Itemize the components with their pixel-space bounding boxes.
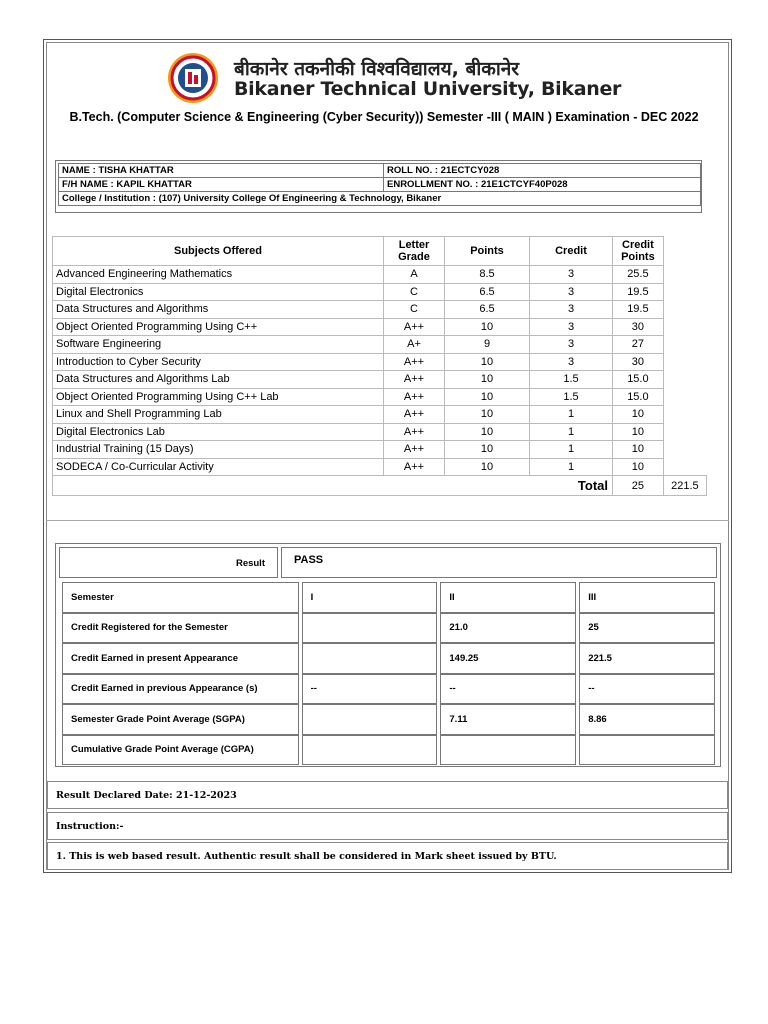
semester-cell-sem-ii: [440, 735, 576, 766]
cell-credit: 1: [530, 441, 613, 459]
table-row: [62, 674, 715, 705]
cell-points: 10: [445, 371, 530, 389]
cell-points: 10: [445, 388, 530, 406]
cell-subject: Introduction to Cyber Security: [53, 353, 384, 371]
cell-credit: 3: [530, 301, 613, 319]
cell-subject: Data Structures and Algorithms: [53, 301, 384, 319]
cell-letter-grade: A++: [384, 318, 445, 336]
cell-letter-grade: A++: [384, 441, 445, 459]
instruction-heading: Instruction:-: [47, 812, 728, 840]
cell-subject: Data Structures and Algorithms Lab: [53, 371, 384, 389]
semester-cell-sem-iii: 8.86: [579, 704, 715, 735]
cell-credit-points: 27: [613, 336, 664, 354]
cell-letter-grade: A++: [384, 371, 445, 389]
header-points: Points: [445, 237, 530, 266]
cell-credit-points: 19.5: [613, 301, 664, 319]
cell-credit-points: 30: [613, 353, 664, 371]
semester-cell-sem-ii: 149.25: [440, 643, 576, 674]
exam-title: B.Tech. (Computer Science & Engineering (Cyber Security)) Semester -III ( MAIN ) Examination - DEC 2022: [69, 110, 699, 124]
table-row: [53, 353, 707, 371]
semester-cell-label: Credit Registered for the Semester: [62, 613, 299, 644]
cell-points: 10: [445, 318, 530, 336]
father-name: F/H NAME : KAPIL KHATTAR: [59, 178, 384, 192]
table-row: [53, 458, 707, 476]
semester-cell-label: Credit Earned in previous Appearance (s): [62, 674, 299, 705]
cell-credit: 3: [530, 318, 613, 336]
cell-credit-points: 30: [613, 318, 664, 336]
semester-cell-label: Semester: [62, 582, 299, 613]
cell-letter-grade: A++: [384, 423, 445, 441]
cell-credit-points: 25.5: [613, 266, 664, 284]
cell-subject: Advanced Engineering Mathematics: [53, 266, 384, 284]
table-row: [62, 643, 715, 674]
result-value: PASS: [281, 547, 717, 578]
cell-credit-points: 10: [613, 458, 664, 476]
cell-points: 8.5: [445, 266, 530, 284]
university-logo-icon: [163, 51, 223, 105]
cell-letter-grade: A: [384, 266, 445, 284]
table-row: [53, 423, 707, 441]
semester-cell-label: Credit Earned in present Appearance: [62, 643, 299, 674]
semester-cell-sem-i: [302, 613, 438, 644]
cell-letter-grade: A++: [384, 458, 445, 476]
table-row: [53, 406, 707, 424]
total-label-text: Total: [577, 478, 608, 493]
header-subjects: Subjects Offered: [53, 237, 384, 266]
cell-subject: Object Oriented Programming Using C++: [53, 318, 384, 336]
cell-credit: 3: [530, 283, 613, 301]
cell-letter-grade: A++: [384, 406, 445, 424]
cell-subject: Object Oriented Programming Using C++ Lab: [53, 388, 384, 406]
table-row: [53, 266, 707, 284]
cell-credit: 3: [530, 336, 613, 354]
table-row: [53, 388, 707, 406]
student-name: NAME : TISHA KHATTAR: [59, 164, 384, 178]
cell-points: 10: [445, 406, 530, 424]
cell-credit: 1.5: [530, 388, 613, 406]
table-row: [53, 318, 707, 336]
table-row: [53, 336, 707, 354]
header-credit: Credit: [530, 237, 613, 266]
cell-letter-grade: C: [384, 283, 445, 301]
semester-table: [59, 582, 718, 765]
cell-credit: 3: [530, 353, 613, 371]
cell-subject: SODECA / Co-Curricular Activity: [53, 458, 384, 476]
cell-letter-grade: A+: [384, 336, 445, 354]
cell-subject: Digital Electronics Lab: [53, 423, 384, 441]
cell-subject: Digital Electronics: [53, 283, 384, 301]
section-divider: [46, 520, 729, 521]
semester-cell-sem-i: --: [302, 674, 438, 705]
semester-cell-label: Cumulative Grade Point Average (CGPA): [62, 735, 299, 766]
header-letter-grade: Letter Grade: [384, 237, 445, 266]
cell-letter-grade: C: [384, 301, 445, 319]
total-credit: 25: [613, 476, 664, 496]
semester-cell-sem-ii: --: [440, 674, 576, 705]
university-name-english: Bikaner Technical University, Bikaner: [234, 78, 622, 100]
cell-credit-points: 10: [613, 406, 664, 424]
cell-points: 10: [445, 353, 530, 371]
result-box: [55, 543, 721, 767]
table-row: [53, 283, 707, 301]
instruction-text: 1. This is web based result. Authentic result shall be considered in Mark sheet issued by BTU.: [47, 842, 728, 870]
semester-cell-sem-iii: [579, 735, 715, 766]
semester-cell-sem-ii: 7.11: [440, 704, 576, 735]
total-label: [53, 476, 613, 496]
cell-points: 9: [445, 336, 530, 354]
cell-points: 6.5: [445, 283, 530, 301]
cell-credit-points: 15.0: [613, 388, 664, 406]
cell-credit: 1: [530, 458, 613, 476]
cell-points: 10: [445, 441, 530, 459]
cell-letter-grade: A++: [384, 353, 445, 371]
cell-credit: 3: [530, 266, 613, 284]
semester-cell-sem-iii: 25: [579, 613, 715, 644]
cell-subject: Software Engineering: [53, 336, 384, 354]
table-row: [53, 441, 707, 459]
table-row: [62, 613, 715, 644]
result-declared-date: Result Declared Date: 21-12-2023: [47, 781, 728, 809]
semester-cell-sem-i: [302, 643, 438, 674]
semester-cell-sem-i: I: [302, 582, 438, 613]
university-name-hindi: बीकानेर तकनीकी विश्वविद्यालय, बीकानेर: [234, 58, 520, 80]
student-info-box: [55, 160, 702, 213]
semester-cell-sem-iii: 221.5: [579, 643, 715, 674]
table-row: [62, 704, 715, 735]
cell-credit: 1: [530, 423, 613, 441]
cell-credit: 1.5: [530, 371, 613, 389]
table-row: [53, 371, 707, 389]
cell-points: 10: [445, 423, 530, 441]
table-row: [62, 735, 715, 766]
roll-number: ROLL NO. : 21ECTCY028: [384, 164, 701, 178]
semester-cell-sem-i: [302, 704, 438, 735]
cell-credit-points: 10: [613, 423, 664, 441]
cell-credit: 1: [530, 406, 613, 424]
semester-cell-label: Semester Grade Point Average (SGPA): [62, 704, 299, 735]
header-credit-points: Credit Points: [613, 237, 664, 266]
total-credit-points: 221.5: [663, 476, 706, 496]
semester-cell-sem-ii: 21.0: [440, 613, 576, 644]
semester-cell-sem-iii: III: [579, 582, 715, 613]
table-row: [62, 582, 715, 613]
cell-subject: Industrial Training (15 Days): [53, 441, 384, 459]
cell-credit-points: 19.5: [613, 283, 664, 301]
cell-credit-points: 10: [613, 441, 664, 459]
table-row: [53, 301, 707, 319]
cell-letter-grade: A++: [384, 388, 445, 406]
cell-credit-points: 15.0: [613, 371, 664, 389]
result-row: [59, 547, 717, 578]
semester-cell-sem-i: [302, 735, 438, 766]
result-label: Result: [59, 547, 278, 578]
enrollment-number: ENROLLMENT NO. : 21E1CTCYF40P028: [384, 178, 701, 192]
semester-cell-sem-iii: --: [579, 674, 715, 705]
cell-points: 10: [445, 458, 530, 476]
cell-points: 6.5: [445, 301, 530, 319]
college-name: College / Institution : (107) University College Of Engineering & Technology, Bikaner: [59, 192, 701, 206]
semester-cell-sem-ii: II: [440, 582, 576, 613]
cell-subject: Linux and Shell Programming Lab: [53, 406, 384, 424]
grades-table: [52, 236, 707, 496]
